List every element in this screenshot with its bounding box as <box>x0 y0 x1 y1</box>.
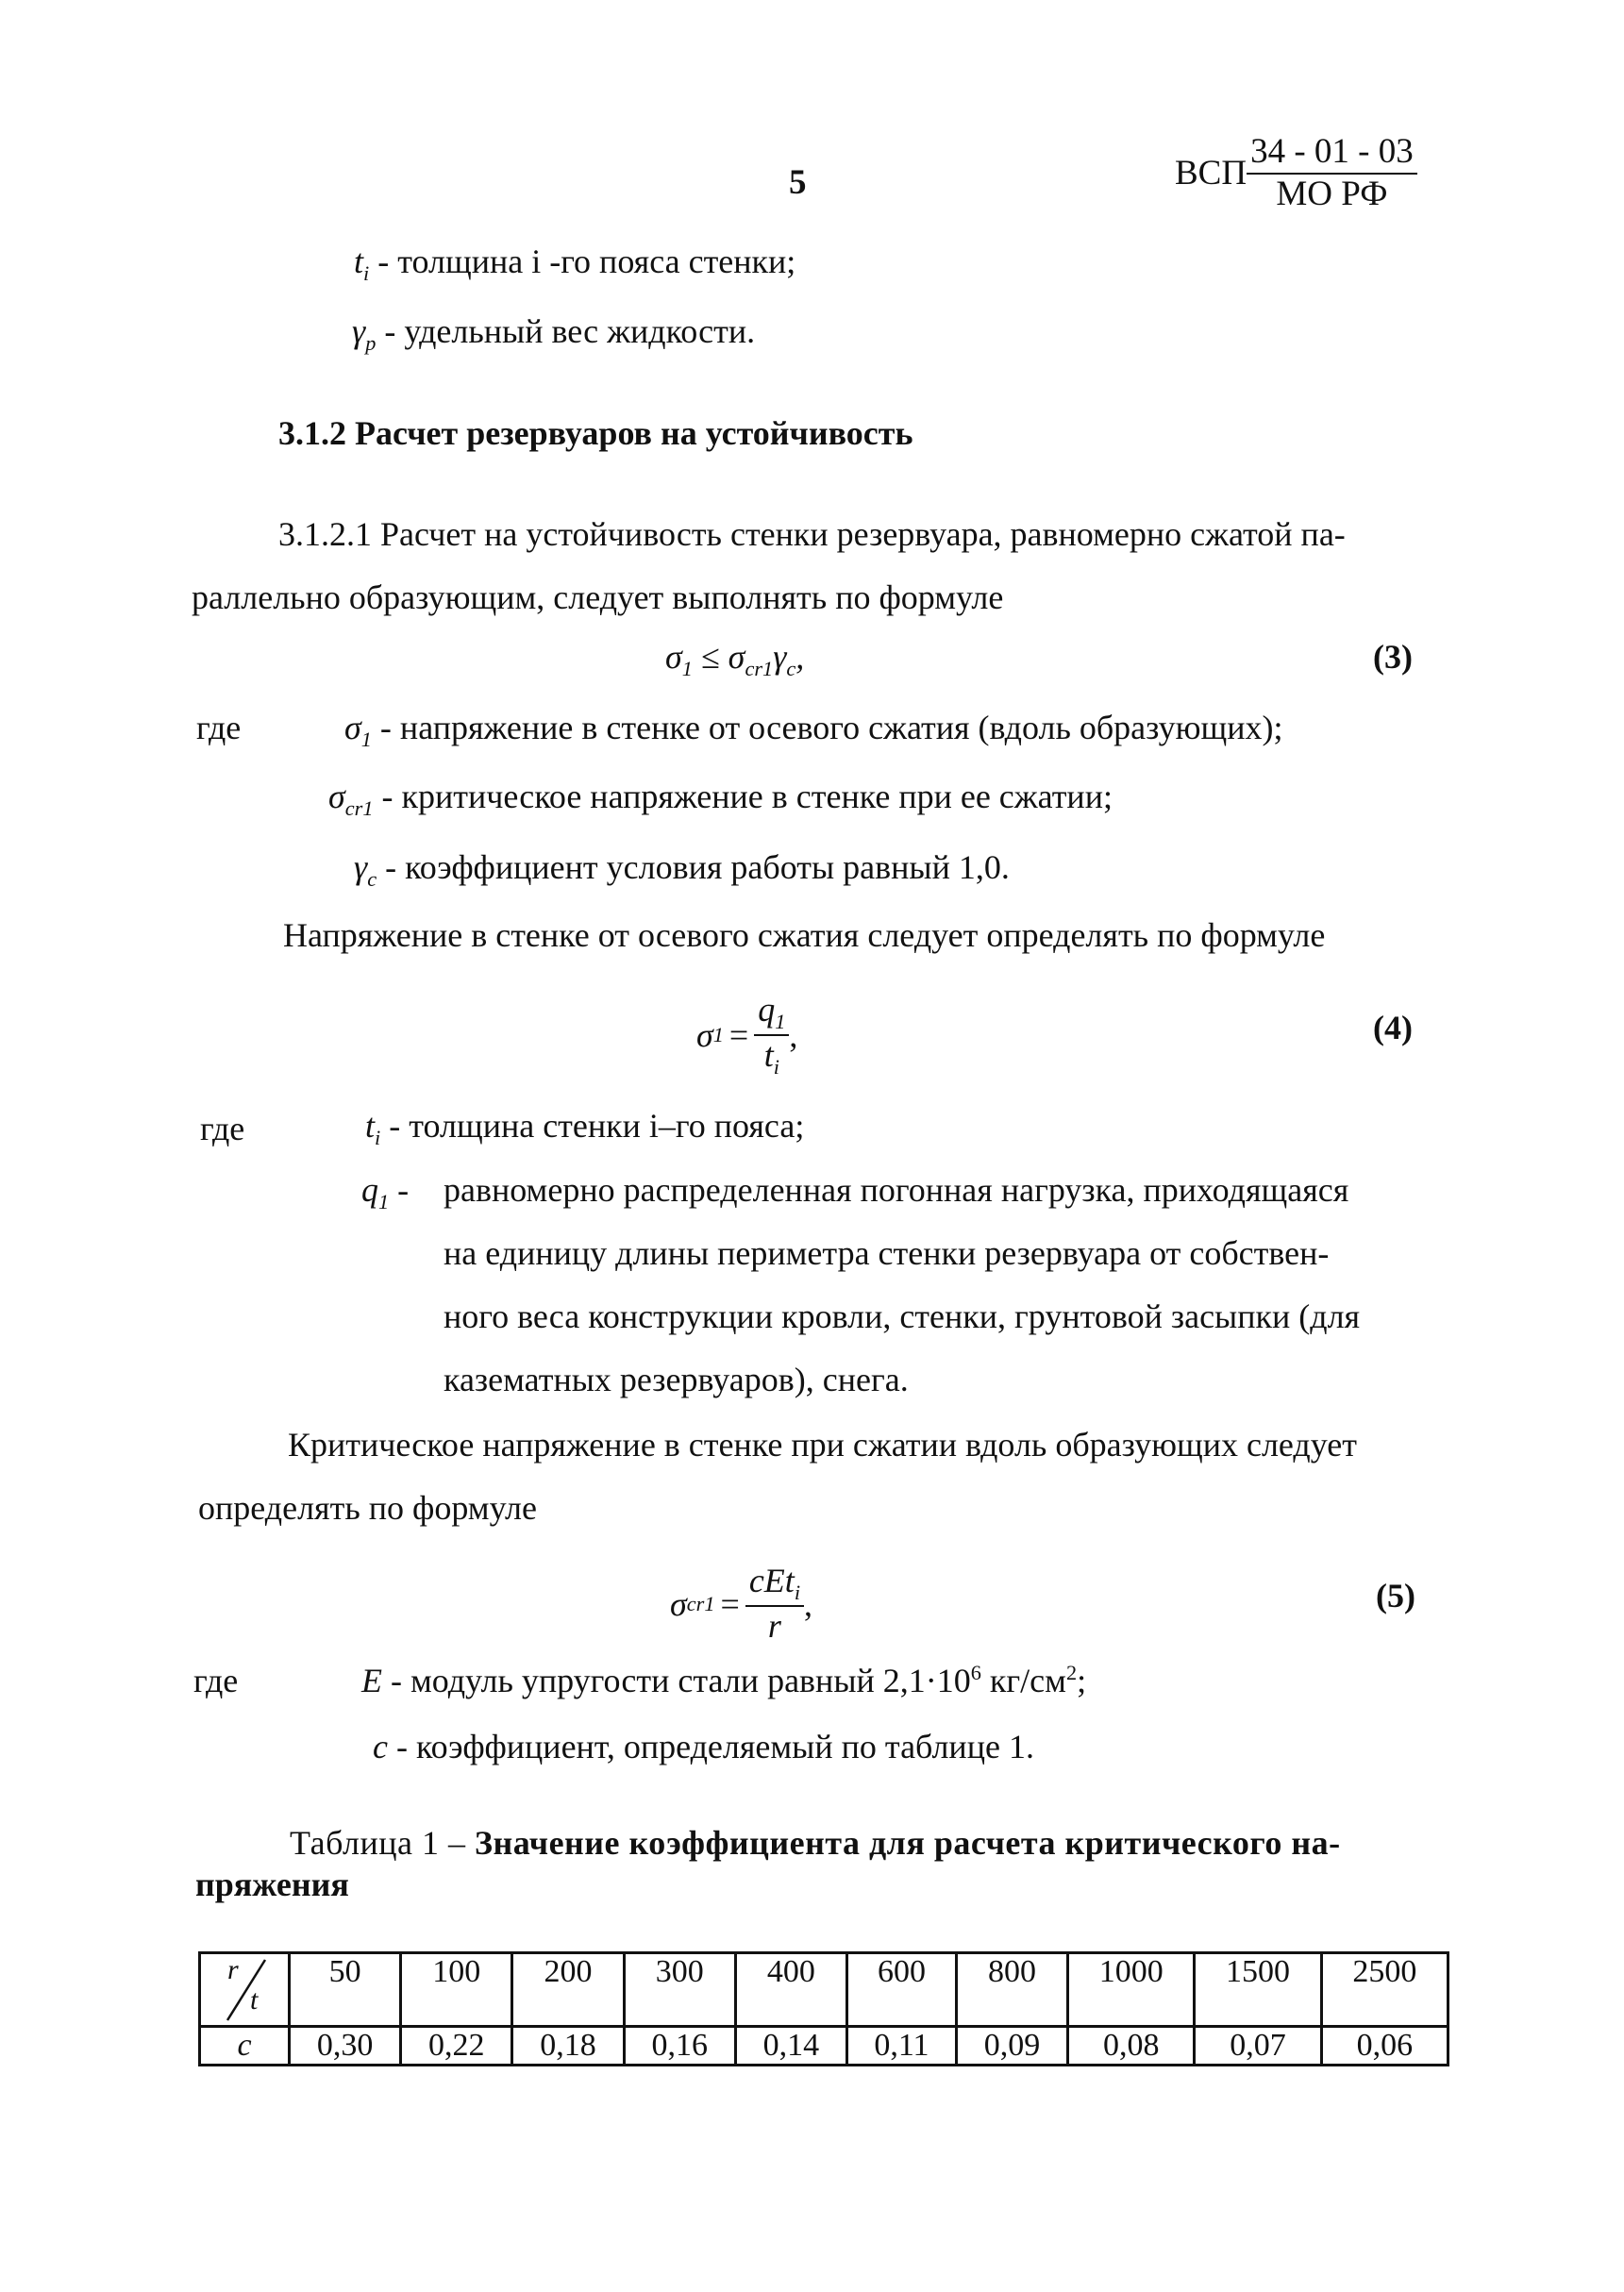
page-number: 5 <box>789 163 807 202</box>
document-code-prefix: ВСП <box>1175 154 1247 193</box>
symbol: σ <box>344 709 361 746</box>
definition-ti-top: $t_i$ - толщина i -го пояса стенки; <box>354 243 796 286</box>
document-code-denominator: МО РФ <box>1276 174 1388 213</box>
table-header-cell: 1000 <box>1068 1953 1195 2027</box>
formula-5: σ cr1 = $\frac{cEt_i}{r}$ , <box>670 1562 813 1645</box>
definition-text: коэффициент условия работы равный 1,0. <box>405 848 1010 886</box>
symbol-sub: cr1 <box>344 796 374 821</box>
table-header-cell: 200 <box>512 1953 624 2027</box>
definition-c: c - коэффициент, определяемый по таблице 1. <box>373 1728 1034 1765</box>
table-cell: 0,08 <box>1068 2027 1195 2066</box>
paragraph-line: Критическое напряжение в стенке при сжатии вдоль образующих следует <box>288 1426 1357 1464</box>
document-code <box>1175 132 1417 214</box>
formula-symbol: γ <box>773 638 787 676</box>
table-cell: 0,06 <box>1321 2027 1448 2066</box>
where-label: где <box>196 709 242 746</box>
table-header-cell: 600 <box>847 1953 957 2027</box>
definition-text: коэффициент, определяемый по таблице 1. <box>415 1728 1034 1765</box>
table-header-r: r <box>227 1954 239 1985</box>
definition-sigma1: $\sigma_1$ - напряжение в стенке от осевого сжатия (вдоль образующих); <box>344 709 1283 752</box>
table-row <box>200 1953 1448 2027</box>
definition-gamma-p: $\gamma_p$ - удельный вес жидкости. <box>352 312 756 356</box>
section-title: 3.1.2 Расчет резервуаров на устойчивость <box>278 414 913 452</box>
table-cell: 0,18 <box>512 2027 624 2066</box>
definition-E: E - модуль упругости стали равный $2,1\cdot 10^6$ $кг/см^2$; <box>361 1661 1087 1699</box>
table-corner-cell <box>200 1953 290 2027</box>
definition-text-line: на единицу длины периметра стенки резервуара от собствен- <box>444 1234 1330 1272</box>
formula-symbol: σ <box>665 638 682 676</box>
definition-text: кг/см <box>980 1662 1066 1699</box>
table-caption <box>290 1823 1341 1863</box>
table-cell: 0,07 <box>1195 2027 1321 2066</box>
formula-numerator: cEt <box>748 1562 795 1599</box>
formula-number: (4) <box>1373 1009 1413 1046</box>
symbol-t: t <box>354 243 364 280</box>
definition-text: толщина i -го пояса стенки; <box>397 243 796 280</box>
formula-denominator: r <box>767 1606 781 1645</box>
formula-symbol: σ <box>670 1584 687 1623</box>
definition-text-line: казематных резервуаров), снега. <box>444 1361 909 1398</box>
formula-3 <box>665 637 804 681</box>
table-row-label: c <box>200 2027 290 2066</box>
formula-sub: cr1 <box>686 1591 715 1615</box>
coefficient-table <box>198 1951 1449 2066</box>
table-cell: 0,09 <box>956 2027 1067 2066</box>
formula-sub: cr1 <box>745 657 774 681</box>
formula-sub: 1 <box>712 1022 724 1046</box>
table-row <box>200 2027 1448 2066</box>
table-header-cell: 300 <box>624 1953 735 2027</box>
definition-ti: $t_i$ - толщина стенки i–го пояса; <box>365 1107 805 1150</box>
table-header-cell: 100 <box>401 1953 512 2027</box>
table-caption-title: Значение коэффициента для расчета критического на- <box>474 1824 1341 1862</box>
symbol: q <box>361 1171 378 1209</box>
table-cell: 0,14 <box>735 2027 846 2066</box>
table-header-cell: 2500 <box>1321 1953 1448 2027</box>
table-cell: 0,22 <box>401 2027 512 2066</box>
formula-sub: i <box>773 1055 779 1079</box>
definition-sigma-cr1: $\sigma_{cr1}$ - критическое напряжение в стенке при ее сжатии; <box>328 778 1113 821</box>
formula-numerator: q <box>758 991 776 1029</box>
table-header-cell: 50 <box>290 1953 401 2027</box>
diagonal-slash <box>201 1954 288 2025</box>
symbol-gamma: γ <box>352 312 366 350</box>
formula-sub: c <box>786 657 796 681</box>
symbol: σ <box>328 778 345 815</box>
table-cell: 0,11 <box>847 2027 957 2066</box>
document-code-numerator: 34 - 01 - 03 <box>1247 132 1417 175</box>
where-label: где <box>193 1662 239 1699</box>
definition-text: ; <box>1077 1662 1087 1699</box>
paragraph-line: 3.1.2.1 Расчет на устойчивость стенки резервуара, равномерно сжатой па- <box>278 515 1346 553</box>
table-cell: 0,16 <box>624 2027 735 2066</box>
definition-text: напряжение в стенке от осевого сжатия (вдоль образующих); <box>399 709 1283 746</box>
symbol: t <box>365 1107 376 1145</box>
paragraph-line: раллельно образующим, следует выполнять по формуле <box>192 578 1004 616</box>
formula-operator: ≤ σ <box>692 638 745 676</box>
table-caption-prefix: Таблица 1 – <box>290 1824 466 1862</box>
formula-denominator: t <box>763 1035 774 1074</box>
definition-text-line: равномерно распределенная погонная нагрузка, приходящаяся <box>444 1171 1349 1209</box>
formula-4: σ 1 = $\frac{q_1}{t_i}$ , <box>696 991 798 1079</box>
symbol-sub: c <box>367 867 377 892</box>
formula-symbol: σ <box>696 1015 713 1054</box>
paragraph-stress: Напряжение в стенке от осевого сжатия следует определять по формуле <box>283 916 1326 954</box>
symbol: c <box>373 1728 388 1765</box>
table-header-cell: 800 <box>956 1953 1067 2027</box>
definition-text-line: ного веса конструкции кровли, стенки, грунтовой засыпки (для <box>444 1297 1361 1335</box>
formula-sub: i <box>794 1581 801 1605</box>
definition-text: модуль упругости стали равный 2,1·10 <box>410 1662 971 1699</box>
definition-text: удельный вес жидкости. <box>404 312 756 350</box>
symbol-sub: 1 <box>360 728 372 752</box>
table-header-t: t <box>250 1984 259 2016</box>
formula-number: (5) <box>1376 1577 1415 1614</box>
formula-sub: 1 <box>775 1010 786 1034</box>
symbol-sub: 1 <box>378 1190 390 1214</box>
formula-sub: 1 <box>681 657 693 681</box>
formula-number: (3) <box>1373 638 1413 676</box>
formula-punct: , <box>795 638 805 676</box>
symbol: γ <box>354 848 368 886</box>
table-cell: 0,30 <box>290 2027 401 2066</box>
superscript: 6 <box>970 1661 981 1684</box>
where-label: где <box>200 1110 245 1147</box>
superscript: 2 <box>1065 1661 1078 1684</box>
table-header-cell: 400 <box>735 1953 846 2027</box>
definition-text: толщина стенки i–го пояса; <box>409 1107 805 1145</box>
definition-gamma-c: $\gamma_c$ - коэффициент условия работы равный 1,0. <box>354 848 1010 892</box>
symbol-sub: i <box>363 261 370 286</box>
table-header-cell: 1500 <box>1195 1953 1321 2027</box>
paragraph-line: определять по формуле <box>198 1489 537 1527</box>
symbol: E <box>361 1662 382 1699</box>
symbol-sub: p <box>365 331 377 356</box>
definition-text: критическое напряжение в стенке при ее сжатии; <box>401 778 1113 815</box>
definition-q1-symbol: $q_1$ - <box>361 1171 410 1214</box>
symbol-sub: i <box>375 1126 381 1150</box>
table-caption-continued: пряжения <box>195 1865 349 1903</box>
